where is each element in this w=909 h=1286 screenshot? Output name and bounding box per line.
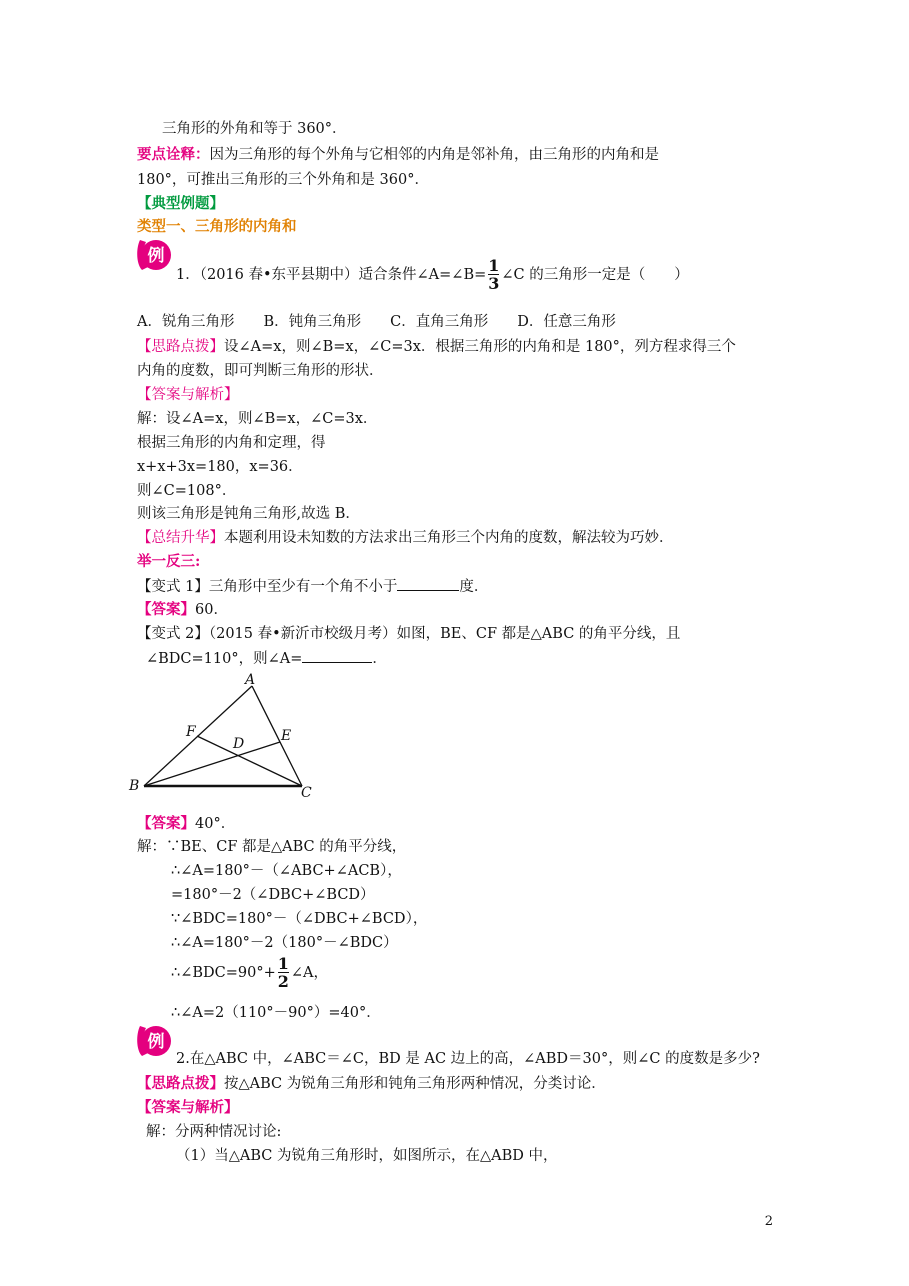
- keypoint-line2: 180°，可推出三角形的三个外角和是 360°．: [137, 172, 429, 188]
- var2-sol-1: =180°－2（∠DBC+∠BCD）: [171, 887, 375, 903]
- ex1-hint-line2: 内角的度数，即可判断三角形的形状．: [137, 363, 384, 379]
- ex2-sol-2: （1）当△ABC 为锐角三角形时，如图所示，在△ABD 中，: [176, 1148, 558, 1164]
- keypoint-label: 要点诠释：: [137, 146, 210, 163]
- summary-text: 本题利用设未知数的方法求出三角形三个内角的度数，解法较为巧妙．: [224, 530, 674, 546]
- side-ac: [252, 686, 302, 786]
- label-d: D: [233, 736, 245, 752]
- ex1-options: A．锐角三角形 B．钝角三角形 C．直角三角形 D．任意三角形: [137, 314, 616, 330]
- var2-blank: [302, 648, 372, 663]
- type1-header: 类型一、三角形的内角和: [137, 218, 297, 235]
- var2-question-line2: [146, 648, 387, 669]
- ex1-answer-label: 【答案与解析】: [137, 387, 239, 403]
- ex1-hint-line1: [137, 337, 736, 357]
- var1-question: [137, 576, 488, 597]
- example-badge-text: 例: [147, 1032, 165, 1052]
- ex1-sol-3: 则∠C=108°．: [137, 483, 237, 499]
- ex1-question: [176, 258, 689, 292]
- frac-numerator: 1: [488, 256, 500, 275]
- ex1-summary: [137, 528, 674, 548]
- half-denominator: 2: [277, 972, 289, 991]
- jyfs-header: 举一反三:: [137, 553, 201, 570]
- var2-label: 【变式 2】: [137, 626, 209, 642]
- typical-examples-header: 【典型例题】: [137, 195, 224, 212]
- keypoint-line1: [137, 145, 659, 165]
- var2-sol-last: ∴∠A=2（110°－90°）=40°．: [171, 1005, 381, 1021]
- var2-sol-0: ∴∠A=180°－（∠ABC+∠ACB），: [171, 863, 402, 879]
- bisector-be: [144, 742, 280, 786]
- half-numerator: 1: [277, 954, 289, 973]
- var1-answer-value: 60．: [195, 602, 228, 618]
- var1-answer-label: 【答案】: [137, 601, 195, 618]
- ex1-question-prefix: 1．（2016 春•东平县期中）适合条件∠A=∠B=: [176, 267, 487, 283]
- var2-line2-suffix: ．: [372, 651, 387, 667]
- var1-text: 三角形中至少有一个角不小于: [208, 579, 398, 595]
- triangle-figure: [126, 672, 326, 800]
- label-a: A: [245, 672, 256, 688]
- label-e: E: [281, 728, 292, 744]
- ex1-sol-1: 根据三角形的内角和定理，得: [137, 435, 326, 451]
- summary-label: 【总结升华】: [137, 530, 224, 546]
- label-b: B: [129, 778, 140, 794]
- fraction-one-half: [278, 956, 289, 990]
- var2-question: [137, 624, 680, 644]
- example-badge-icon: [134, 236, 174, 276]
- var1-answer: [137, 600, 228, 620]
- var1-suffix: 度．: [459, 579, 489, 595]
- var2-answer-value: 40°．: [195, 816, 236, 832]
- var2-sol-3: ∴∠A=180°－2（180°－∠BDC）: [171, 935, 398, 951]
- var2-sol-half-prefix: ∴∠BDC=90°+: [171, 965, 276, 981]
- ex2-sol-1: 解：分两种情况讨论:: [146, 1124, 282, 1140]
- var2-sol-half: [171, 956, 328, 990]
- fraction-one-third: [488, 258, 499, 292]
- ex2-hint-label: 【思路点拨】: [137, 1075, 224, 1092]
- hint-label: 【思路点拨】: [137, 339, 224, 355]
- label-c: C: [301, 785, 312, 800]
- var2-sol-2: ∵∠BDC=180°－（∠DBC+∠BCD），: [171, 911, 428, 927]
- var1-blank: [397, 576, 459, 591]
- var2-line2-text: ∠BDC=110°，则∠A=: [146, 651, 303, 667]
- example-badge-icon: [134, 1022, 174, 1062]
- intro-line: 三角形的外角和等于 360°．: [162, 121, 347, 137]
- page-number: 2: [764, 1214, 773, 1229]
- var1-label: 【变式 1】: [137, 579, 209, 595]
- label-f: F: [186, 724, 196, 740]
- ex1-sol-0: 解：设∠A=x，则∠B=x，∠C=3x．: [137, 411, 378, 427]
- var2-sol-first: 解：∵BE、CF 都是△ABC 的角平分线，: [137, 839, 407, 855]
- frac-denominator: 3: [488, 274, 500, 293]
- ex2-answer-label: 【答案与解析】: [137, 1099, 239, 1116]
- example-badge-text: 例: [147, 246, 165, 266]
- ex1-sol-4: 则该三角形是钝角三角形,故选 B．: [137, 506, 360, 522]
- ex2-hint: [137, 1074, 606, 1094]
- ex2-hint-text: 按△ABC 为锐角三角形和钝角三角形两种情况，分类讨论．: [224, 1076, 606, 1092]
- hint-text1: 设∠A=x，则∠B=x，∠C=3x．根据三角形的内角和是 180°，列方程求得三个: [224, 339, 736, 355]
- keypoint-text1: 因为三角形的每个外角与它相邻的内角是邻补角，由三角形的内角和是: [209, 147, 659, 163]
- ex1-sol-2: x+x+3x=180，x=36．: [137, 459, 303, 475]
- var2-text: （2015 春•新沂市校级月考）如图，BE、CF 都是△ABC 的角平分线，且: [208, 626, 681, 642]
- ex1-question-suffix: ∠C 的三角形一定是（ ）: [501, 267, 689, 283]
- var2-sol-half-suffix: ∠A，: [290, 965, 329, 981]
- var2-answer-label: 【答案】: [137, 815, 195, 832]
- ex2-question: 2.在△ABC 中，∠ABC＝∠C，BD 是 AC 边上的高，∠ABD＝30°，则∠C 的度数是多少?: [176, 1051, 760, 1067]
- var2-answer: [137, 814, 235, 834]
